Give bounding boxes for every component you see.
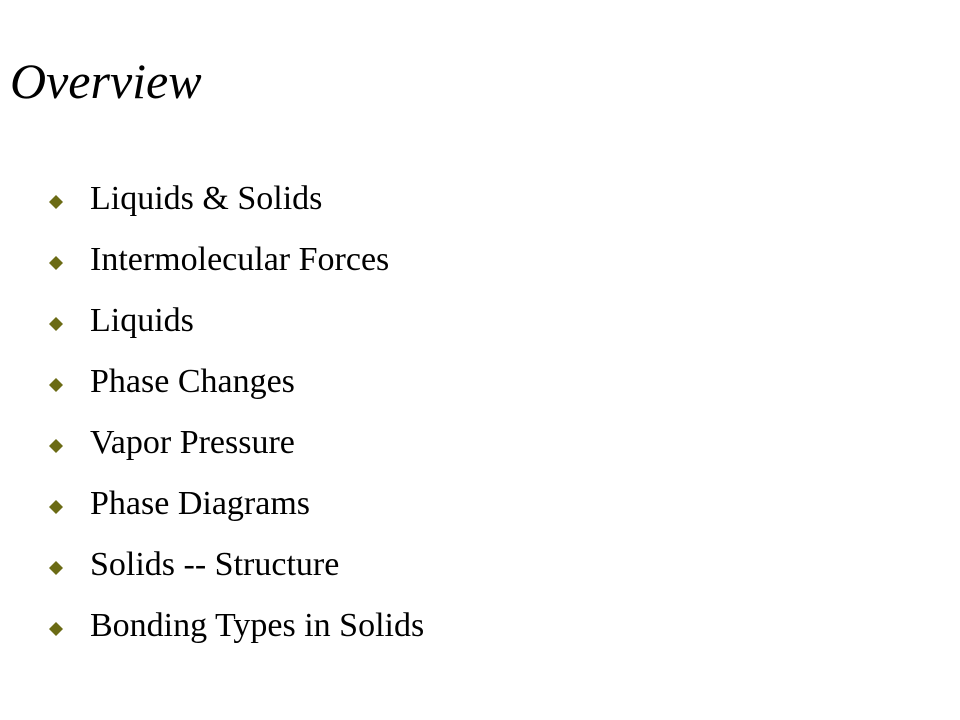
slide-title: Overview (10, 53, 202, 109)
list-item (48, 229, 424, 290)
diamond-bullet-icon (48, 438, 64, 454)
diamond-bullet-icon (48, 499, 64, 515)
list-item (48, 168, 424, 229)
bullet-list (48, 168, 424, 656)
list-item-label: Phase Diagrams (90, 484, 311, 522)
list-item (48, 473, 424, 534)
list-item-label: Liquids & Solids (90, 179, 323, 217)
list-item-label: Vapor Pressure (90, 423, 295, 461)
list-item-label: Liquids (90, 301, 194, 339)
diamond-bullet-icon (48, 255, 64, 271)
list-item (48, 290, 424, 351)
list-item-label: Phase Changes (90, 362, 295, 400)
list-item-label: Bonding Types in Solids (90, 606, 425, 644)
list-item-label: Solids -- Structure (90, 545, 340, 583)
list-item (48, 351, 424, 412)
diamond-bullet-icon (48, 560, 64, 576)
diamond-bullet-icon (48, 316, 64, 332)
diamond-bullet-icon (48, 377, 64, 393)
list-item (48, 595, 424, 656)
list-item-label: Intermolecular Forces (90, 240, 390, 278)
diamond-bullet-icon (48, 194, 64, 210)
list-item (48, 534, 424, 595)
list-item (48, 412, 424, 473)
diamond-bullet-icon (48, 621, 64, 637)
